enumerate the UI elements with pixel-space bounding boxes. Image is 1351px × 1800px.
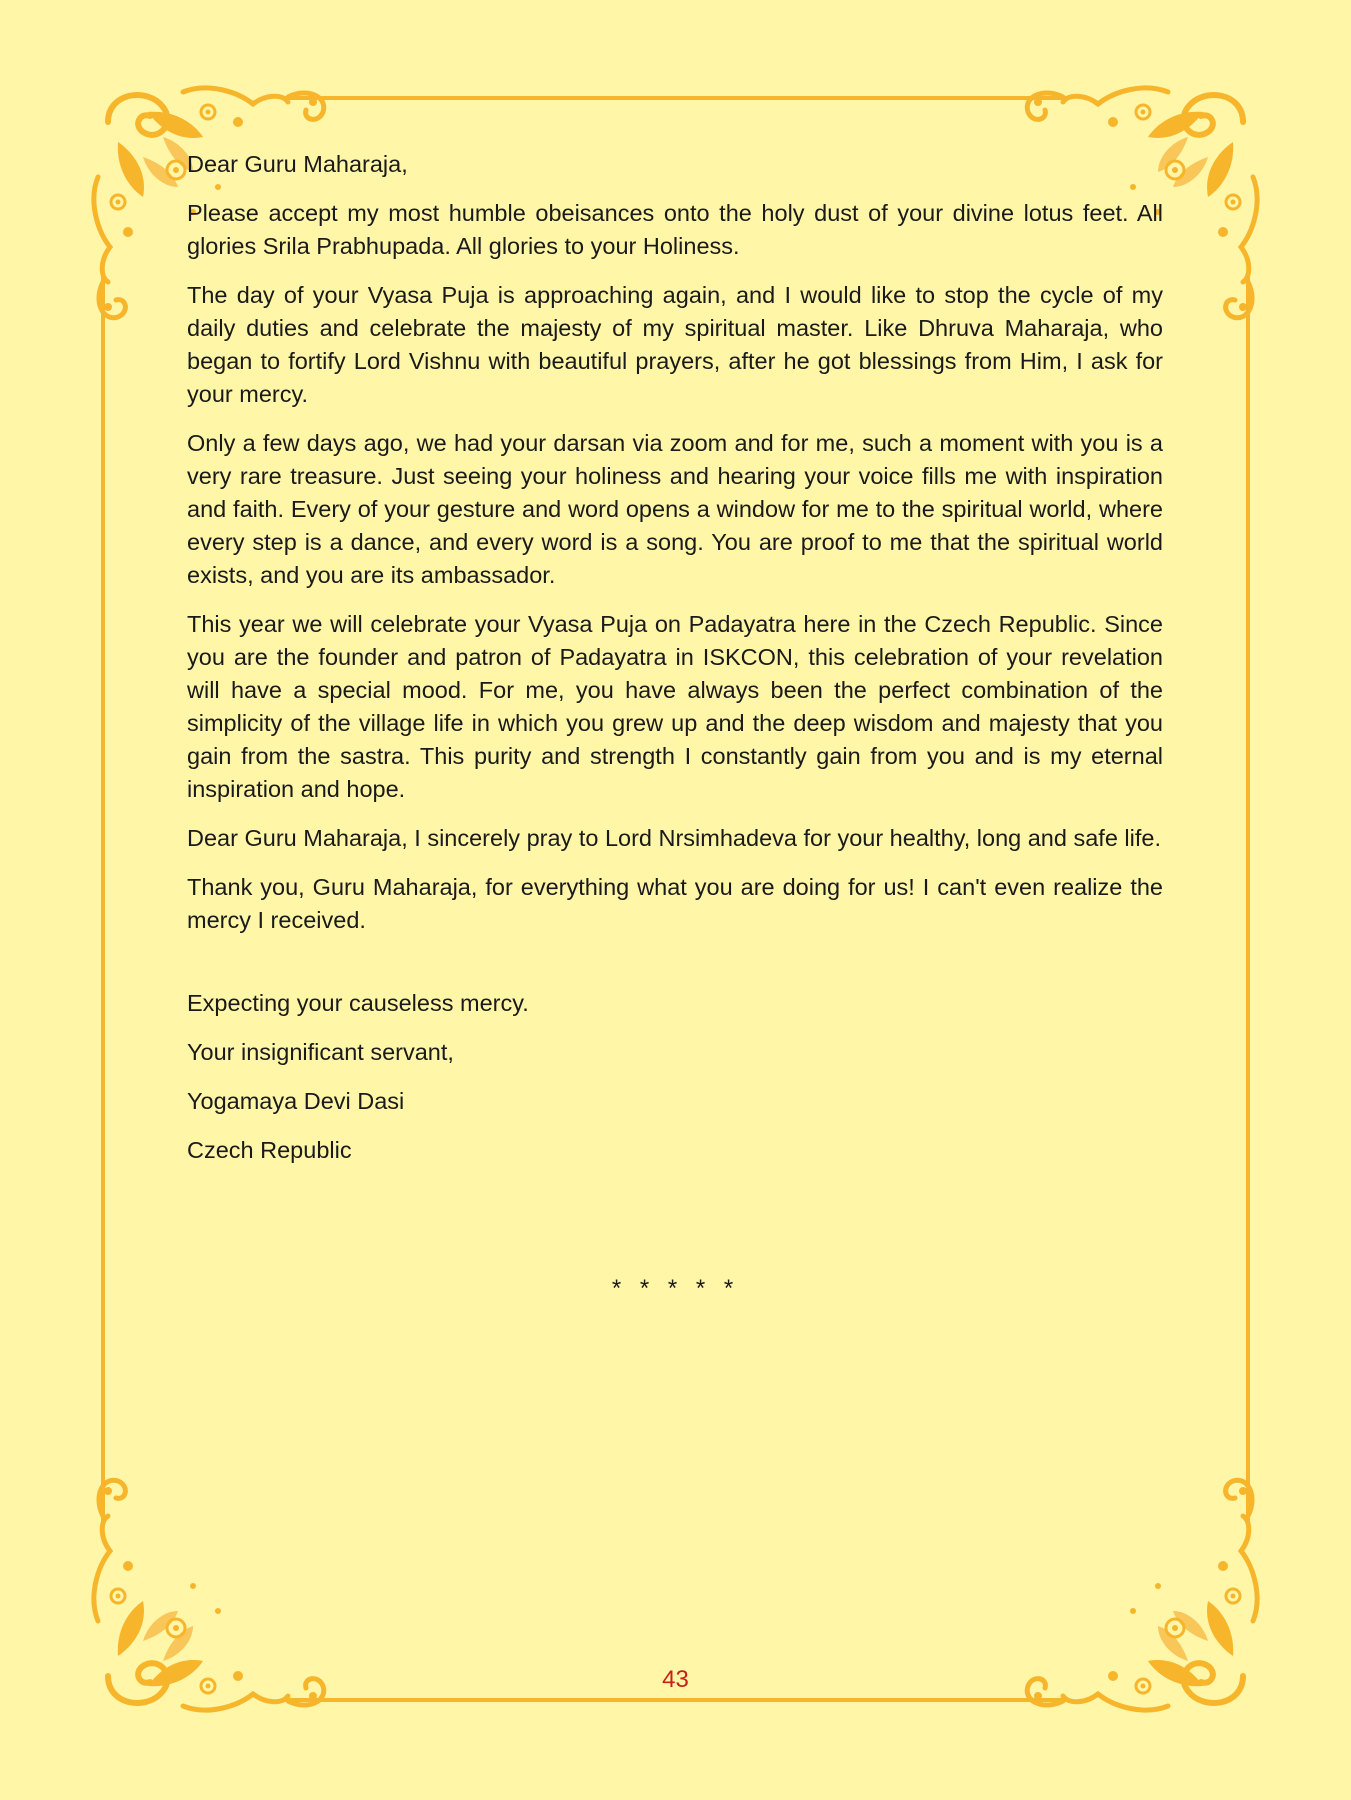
page-number: 43 [662,1666,689,1693]
signature-name: Yogamaya Devi Dasi [187,1088,405,1114]
section-separator: * * * * * [611,1275,740,1302]
closing-line: Your insignificant servant, [187,1039,454,1065]
signature-location: Czech Republic [187,1137,352,1163]
salutation: Dear Guru Maharaja, [187,151,408,177]
paragraph: Only a few days ago, we had your darsan via zoom and for me, such a moment with you is a very rare treasure. Just seeing your holiness and hearing your voice fills me with inspiration and faith. Every of your gesture and word opens a window for me to the spiritual world, where every step is a dance, and every word is a song. You are proof to me that the spiritual world exists, and you are its ambassador. [187,430,1163,588]
paragraph: Please accept my most humble obeisances onto the holy dust of your divine lotus feet. All glories Srila Prabhupada. All glories to your Holiness. [187,200,1163,259]
paragraph: Thank you, Guru Maharaja, for everything what you are doing for us! I can't even realize the mercy I received. [187,874,1163,933]
letter-body [187,148,1163,1183]
letter-closing [187,987,1163,1167]
closing-line: Expecting your causeless mercy. [187,990,529,1016]
paragraph: This year we will celebrate your Vyasa Puja on Padayatra here in the Czech Republic. Since you are the founder and patron of Padayatra in ISKCON, this celebration of your revelation will have a special mood. For me, you have always been the perfect combination of the simplicity of the village life in which you grew up and the deep wisdom and majesty that you gain from the sastra. This purity and strength I constantly gain from you and is my eternal inspiration and hope. [187,611,1163,802]
paragraph: The day of your Vyasa Puja is approaching again, and I would like to stop the cycle of my daily duties and celebrate the majesty of my spiritual master. Like Dhruva Maharaja, who began to fortify Lord Vishnu with beautiful prayers, after he got blessings from Him, I ask for your mercy. [187,282,1163,407]
paragraph: Dear Guru Maharaja, I sincerely pray to Lord Nrsimhadeva for your healthy, long and safe life. [187,825,1161,851]
